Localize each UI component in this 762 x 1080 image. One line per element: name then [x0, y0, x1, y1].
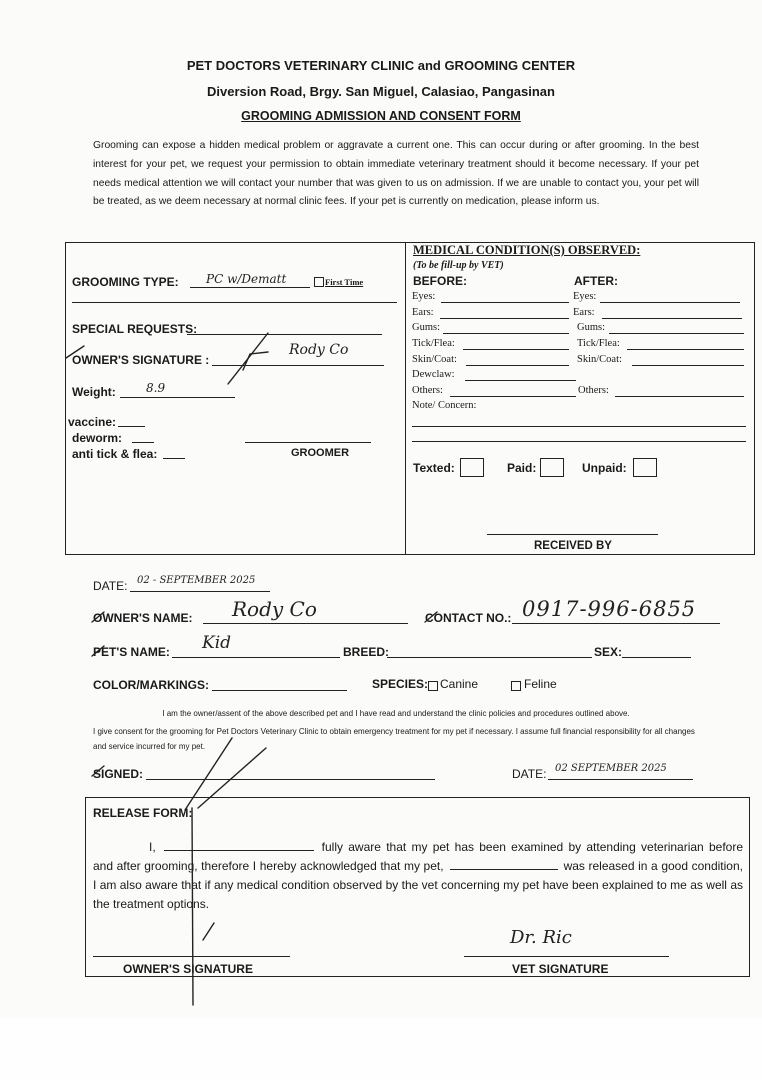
- weight-value: 8.9: [146, 381, 166, 395]
- before-dewclaw-label: Dewclaw:: [412, 369, 455, 380]
- before-eyes-line[interactable]: [441, 302, 569, 303]
- before-ears-label: Ears:: [412, 307, 434, 318]
- sex-line[interactable]: [622, 657, 691, 658]
- pet-name-label: PET'S NAME:: [93, 645, 170, 659]
- before-gums-line[interactable]: [443, 333, 569, 334]
- special-requests-label: SPECIAL REQUESTS:: [72, 322, 198, 336]
- grooming-type-line: [190, 287, 310, 288]
- vet-signature-label: VET SIGNATURE: [512, 962, 609, 976]
- panel-divider: [405, 243, 406, 554]
- release-pet-blank[interactable]: [450, 859, 558, 870]
- release-owner-signature-line[interactable]: [93, 956, 290, 957]
- before-eyes-label: Eyes:: [412, 291, 436, 302]
- weight-line[interactable]: [120, 397, 235, 398]
- canine-label: Canine: [440, 677, 479, 691]
- paid-checkbox[interactable]: [540, 458, 564, 477]
- owner-signature-value: Rody Co: [289, 342, 349, 358]
- consent-date-value: 02 SEPTEMBER 2025: [555, 763, 667, 774]
- release-text-part1: fully aware that my pet has been examined by attending veterinarian before and after grooming, therefore I hereby acknowledged that my pet,: [93, 840, 743, 873]
- received-by-line[interactable]: [487, 534, 658, 535]
- after-gums-label: Gums:: [577, 322, 606, 333]
- form-title: GROOMING ADMISSION AND CONSENT FORM: [241, 109, 521, 123]
- after-others-line[interactable]: [615, 396, 744, 397]
- date-label: DATE:: [93, 579, 128, 593]
- before-label: BEFORE:: [413, 274, 467, 288]
- first-time-label: First Time: [325, 277, 364, 287]
- after-tick-label: Tick/Flea:: [577, 338, 620, 349]
- before-skin-line[interactable]: [466, 365, 569, 366]
- before-others-line[interactable]: [450, 396, 576, 397]
- grooming-type-label: GROOMING TYPE:: [72, 275, 179, 289]
- contact-label: CONTACT NO.:: [425, 611, 512, 625]
- owner-signature-line[interactable]: [212, 365, 384, 366]
- scan-margin: [0, 1018, 762, 1080]
- feline-checkbox[interactable]: [511, 681, 521, 691]
- after-others-label: Others:: [578, 385, 609, 396]
- paid-label: Paid:: [507, 461, 537, 475]
- before-gums-label: Gums:: [412, 322, 441, 333]
- vet-signature-value: Dr. Ric: [510, 927, 572, 948]
- groomer-label: GROOMER: [291, 447, 350, 459]
- release-owner-signature-label: OWNER'S SIGNATURE: [123, 962, 253, 976]
- sex-label: SEX:: [594, 645, 623, 659]
- antitick-label: anti tick & flea:: [72, 447, 158, 461]
- texted-label: Texted:: [413, 461, 455, 475]
- groomer-line[interactable]: [245, 442, 371, 443]
- deworm-line[interactable]: [132, 442, 154, 443]
- consent-date-label: DATE:: [512, 767, 547, 781]
- pet-name-line[interactable]: [172, 657, 340, 658]
- release-form-title: RELEASE FORM:: [93, 806, 193, 820]
- clinic-name: PET DOCTORS VETERINARY CLINIC and GROOMING CENTER: [186, 58, 576, 73]
- before-tick-label: Tick/Flea:: [412, 338, 455, 349]
- contact-value: 0917-996-6855: [522, 597, 697, 621]
- color-markings-label: COLOR/MARKINGS:: [93, 678, 209, 692]
- after-eyes-line[interactable]: [600, 302, 740, 303]
- color-markings-line[interactable]: [212, 690, 347, 691]
- contact-line[interactable]: [512, 623, 720, 624]
- owner-name-label: OWNER'S NAME:: [93, 611, 193, 625]
- feline-label: Feline: [524, 677, 557, 691]
- breed-line[interactable]: [387, 657, 592, 658]
- grooming-type-extra-line: [72, 302, 397, 303]
- consent-line-1: I am the owner/assent of the above described pet and I have read and understand the clinic policies and procedures outlined above.: [162, 709, 630, 718]
- after-gums-line[interactable]: [609, 333, 744, 334]
- species-label: SPECIES:: [372, 677, 429, 691]
- signed-line[interactable]: [146, 779, 435, 780]
- owner-signature-label: OWNER'S SIGNATURE :: [72, 353, 210, 367]
- release-owner-blank[interactable]: [164, 840, 314, 851]
- before-ears-line[interactable]: [440, 318, 569, 319]
- weight-label: Weight:: [72, 385, 116, 399]
- unpaid-label: Unpaid:: [582, 461, 627, 475]
- before-skin-label: Skin/Coat:: [412, 354, 457, 365]
- intro-paragraph: Grooming can expose a hidden medical problem or aggravate a current one. This can occur during or after grooming. In the best interest for your pet, we request your permission to obtain immediate veterinary treatment should it become necessary. If your pet needs medical attention we will contact your number that was given to us on admission. If we are unable to contact you, your pet will be treated, as we deem necessary at normal clinic fees. If your pet is currently on medication, please inform us.: [93, 140, 699, 208]
- pet-name-value: Kid: [202, 633, 232, 653]
- release-i-label: I,: [149, 840, 156, 854]
- after-tick-line[interactable]: [627, 349, 744, 350]
- deworm-label: deworm:: [72, 431, 123, 445]
- medical-title: MEDICAL CONDITION(S) OBSERVED:: [413, 243, 641, 257]
- date-line[interactable]: [130, 591, 270, 592]
- owner-name-line[interactable]: [203, 623, 408, 624]
- after-ears-line[interactable]: [602, 318, 742, 319]
- breed-label: BREED:: [343, 645, 390, 659]
- before-tick-line[interactable]: [463, 349, 569, 350]
- special-requests-line[interactable]: [187, 334, 382, 335]
- received-by-label: RECEIVED BY: [534, 540, 612, 552]
- antitick-line[interactable]: [163, 458, 185, 459]
- date-value: 02 - SEPTEMBER 2025: [137, 575, 256, 586]
- grooming-type-value[interactable]: PC w/Dematt: [206, 272, 287, 286]
- first-time-checkbox[interactable]: [314, 277, 324, 287]
- clinic-address: Diversion Road, Brgy. San Miguel, Calasiao, Pangasinan: [207, 84, 555, 99]
- consent-line-2: I give consent for the grooming for Pet Doctors Veterinary Clinic to obtain emergency treatment for my pet if necessary. I assume full financial responsibility for all changes and service incurred for my pet.: [93, 727, 695, 751]
- release-text-part2: was released in a good condition, I am also aware that if any medical condition observed by the vet concerning my pet have been explained to me as well as the treatment options.: [93, 859, 743, 911]
- note-line-2[interactable]: [412, 441, 746, 442]
- after-eyes-label: Eyes:: [573, 291, 597, 302]
- medical-subtitle: (To be fill-up by VET): [413, 260, 504, 271]
- after-ears-label: Ears:: [573, 307, 595, 318]
- signed-label: SIGNED:: [93, 767, 144, 781]
- vet-signature-line[interactable]: [464, 956, 669, 957]
- unpaid-checkbox[interactable]: [633, 458, 657, 477]
- before-dewclaw-line[interactable]: [465, 380, 576, 381]
- note-label: Note/ Concern:: [412, 400, 477, 411]
- note-line-1[interactable]: [412, 426, 746, 427]
- after-skin-label: Skin/Coat:: [577, 354, 622, 365]
- release-form-text: [93, 838, 743, 914]
- canine-checkbox[interactable]: [428, 681, 438, 691]
- texted-checkbox[interactable]: [460, 458, 484, 477]
- vaccine-label: vaccine:: [68, 415, 117, 429]
- consent-date-line[interactable]: [548, 779, 693, 780]
- before-others-label: Others:: [412, 385, 443, 396]
- owner-name-value: Rody Co: [232, 597, 317, 621]
- after-label: AFTER:: [574, 274, 618, 288]
- vaccine-line[interactable]: [118, 426, 145, 427]
- after-skin-line[interactable]: [632, 365, 744, 366]
